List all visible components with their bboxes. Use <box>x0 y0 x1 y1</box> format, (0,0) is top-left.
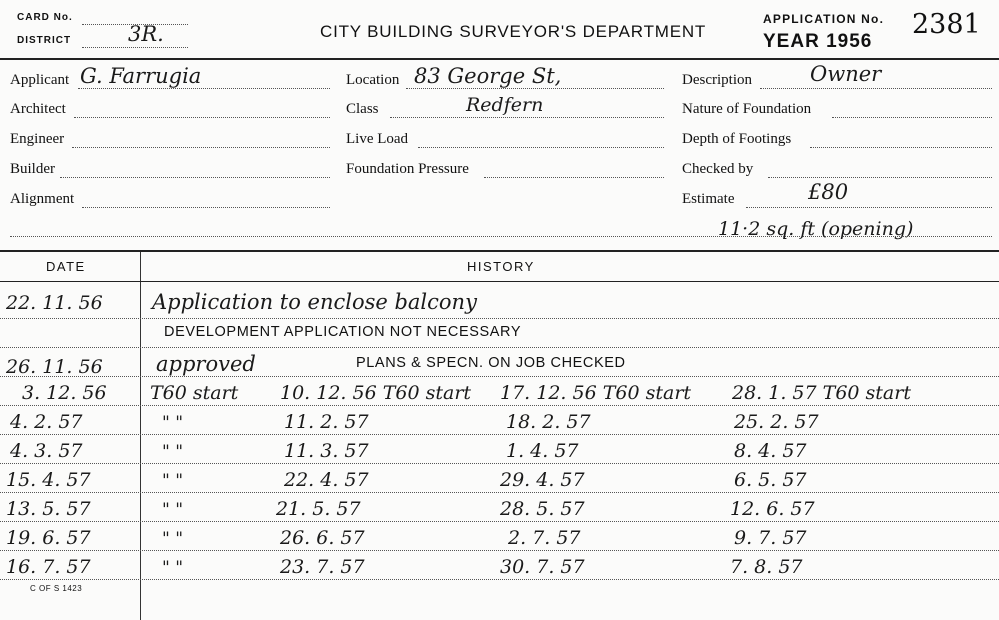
row-line <box>0 376 999 377</box>
history-date: 16. 7. 57 <box>6 556 91 578</box>
history-entry: Application to enclose balcony <box>152 290 477 314</box>
history-entry: 8. 4. 57 <box>734 440 807 462</box>
applicant-label: Applicant <box>10 72 70 88</box>
location-line <box>406 88 664 89</box>
description-line <box>760 88 992 89</box>
form-code: C OF S 1423 <box>30 584 83 593</box>
history-entry: " " <box>162 471 184 491</box>
application-no-label: APPLICATION No. <box>763 12 885 26</box>
district-line <box>82 47 188 48</box>
foundation-pressure-label: Foundation Pressure <box>346 161 469 177</box>
class-line <box>390 117 664 118</box>
location-value-line2: Redfern <box>466 94 544 116</box>
history-entry: approved <box>156 352 256 376</box>
live-load-label: Live Load <box>346 131 409 147</box>
location-label: Location <box>346 72 400 88</box>
history-header: HISTORY <box>467 259 535 274</box>
history-entry: 25. 2. 57 <box>734 411 819 433</box>
history-entry: 12. 6. 57 <box>730 498 815 520</box>
estimate-note: 11·2 sq. ft (opening) <box>718 218 914 240</box>
department-title: CITY BUILDING SURVEYOR'S DEPARTMENT <box>320 22 707 41</box>
history-entry: " " <box>162 529 184 549</box>
live-load-line <box>418 147 664 148</box>
district-value: 3R. <box>128 22 164 46</box>
history-entry: " " <box>162 500 184 520</box>
history-entry: " " <box>162 413 184 433</box>
history-entry: " " <box>162 558 184 578</box>
checked-by-line <box>768 177 992 178</box>
plans-checked-stamp: PLANS & SPECN. ON JOB CHECKED <box>356 355 626 371</box>
estimate-label: Estimate <box>682 191 735 207</box>
history-entry: 6. 5. 57 <box>734 469 807 491</box>
applicant-line <box>78 88 330 89</box>
history-date: 4. 2. 57 <box>10 411 83 433</box>
engineer-label: Engineer <box>10 131 65 147</box>
location-value-line1: 83 George St, <box>414 64 562 88</box>
history-entry: " " <box>162 442 184 462</box>
history-entry: 9. 7. 57 <box>734 527 807 549</box>
fields-bottom-rule <box>0 250 999 252</box>
row-line <box>0 521 999 522</box>
row-line <box>0 347 999 348</box>
date-column-divider <box>140 252 141 620</box>
checked-by-label: Checked by <box>682 161 754 177</box>
history-entry: 11. 2. 57 <box>284 411 369 433</box>
application-no-value: 2381 <box>912 9 981 40</box>
row-line <box>0 550 999 551</box>
history-entry: 10. 12. 56 T60 start <box>280 382 472 404</box>
architect-label: Architect <box>10 101 66 117</box>
estimate-value: £80 <box>808 180 849 204</box>
history-entry: 26. 6. 57 <box>280 527 365 549</box>
history-entry: 2. 7. 57 <box>508 527 581 549</box>
row-line <box>0 318 999 319</box>
card-no-label: CARD No. <box>17 12 73 23</box>
history-entry: 28. 5. 57 <box>500 498 585 520</box>
history-date: 15. 4. 57 <box>6 469 91 491</box>
history-date: 26. 11. 56 <box>6 356 103 378</box>
description-label: Description <box>682 72 752 88</box>
history-entry: 7. 8. 57 <box>730 556 803 578</box>
history-entry: 30. 7. 57 <box>500 556 585 578</box>
row-line <box>0 434 999 435</box>
row-line <box>0 405 999 406</box>
date-header: DATE <box>46 259 86 274</box>
builder-line <box>60 177 330 178</box>
row-line <box>0 463 999 464</box>
history-date: 19. 6. 57 <box>6 527 91 549</box>
applicant-value: G. Farrugia <box>80 64 202 88</box>
bottom-dotted-line <box>10 236 992 237</box>
class-label: Class <box>346 101 379 117</box>
history-entry: 22. 4. 57 <box>284 469 369 491</box>
row-line <box>0 492 999 493</box>
alignment-line <box>82 207 330 208</box>
header-rule <box>0 58 999 60</box>
history-entry: 17. 12. 56 T60 start <box>500 382 692 404</box>
year-label: YEAR 1956 <box>763 31 873 52</box>
alignment-label: Alignment <box>10 191 75 207</box>
description-value: Owner <box>810 62 882 86</box>
history-entry: T60 start <box>150 382 239 404</box>
history-date: 13. 5. 57 <box>6 498 91 520</box>
row-line <box>0 579 999 580</box>
history-date: 3. 12. 56 <box>22 382 107 404</box>
engineer-line <box>72 147 330 148</box>
history-date: 22. 11. 56 <box>6 292 103 314</box>
history-entry: 21. 5. 57 <box>276 498 361 520</box>
history-date: 4. 3. 57 <box>10 440 83 462</box>
foundation-pressure-line <box>484 177 664 178</box>
development-stamp: DEVELOPMENT APPLICATION NOT NECESSARY <box>164 324 522 340</box>
history-entry: 23. 7. 57 <box>280 556 365 578</box>
district-label: DISTRICT <box>17 35 72 46</box>
history-entry: 1. 4. 57 <box>506 440 579 462</box>
architect-line <box>74 117 330 118</box>
history-header-rule <box>0 281 999 282</box>
nature-of-foundation-line <box>832 117 992 118</box>
nature-of-foundation-label: Nature of Foundation <box>682 101 812 117</box>
builder-label: Builder <box>10 161 55 177</box>
history-entry: 29. 4. 57 <box>500 469 585 491</box>
estimate-line <box>746 207 992 208</box>
history-entry: 11. 3. 57 <box>284 440 369 462</box>
depth-of-footings-line <box>810 147 992 148</box>
history-entry: 28. 1. 57 T60 start <box>732 382 911 404</box>
depth-of-footings-label: Depth of Footings <box>682 131 792 147</box>
history-entry: 18. 2. 57 <box>506 411 591 433</box>
